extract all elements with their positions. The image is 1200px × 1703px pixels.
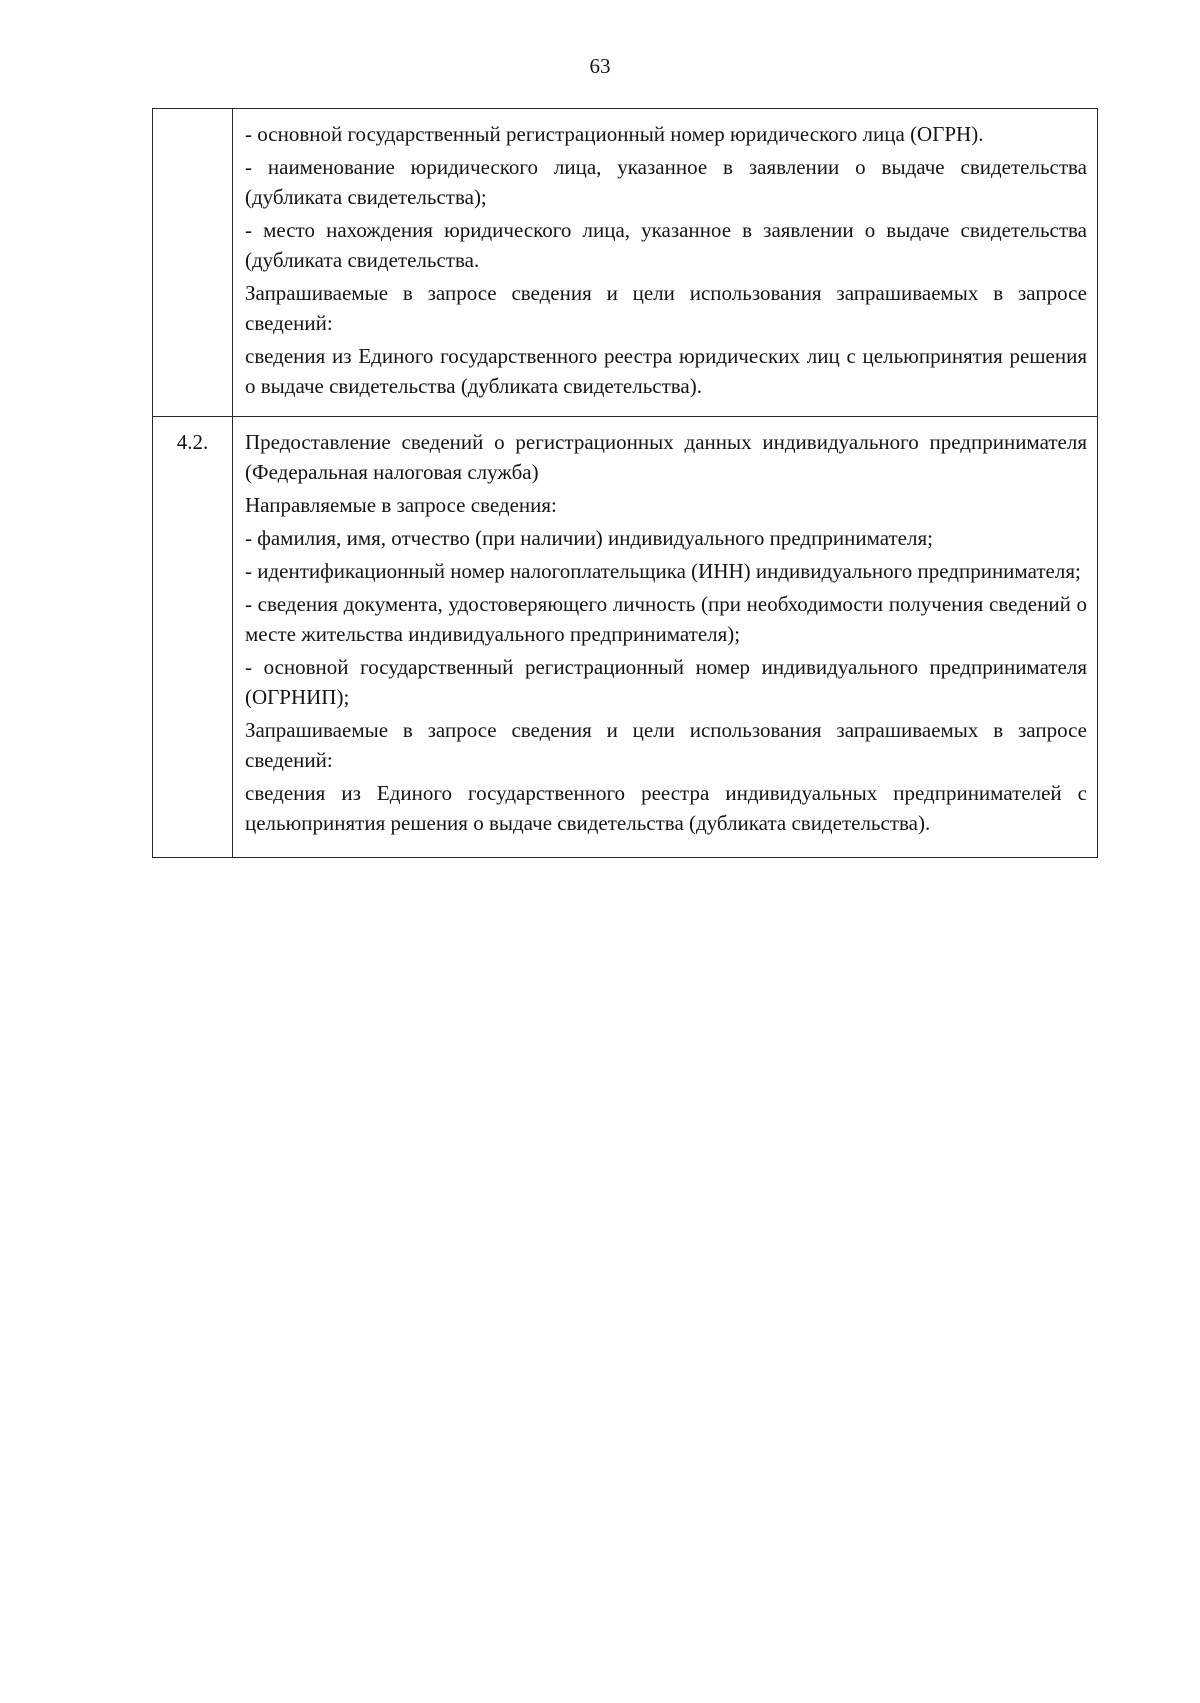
row-content-cell	[233, 417, 1098, 858]
row-number-cell: 4.2.	[153, 417, 233, 858]
paragraph-ogrn: - основной государственный регистрационный номер юридического лица (ОГРН).	[245, 122, 984, 146]
paragraph-requested-info-heading: Запрашиваемые в запросе сведения и цели использования запрашиваемых в запросе сведений:	[245, 718, 1087, 772]
row-content-cell	[233, 109, 1098, 417]
page-number: 63	[589, 54, 611, 78]
paragraph-sent-info-heading: Направляемые в запросе сведения:	[245, 493, 557, 517]
row-number-cell	[153, 109, 233, 417]
table-row	[153, 109, 1098, 417]
paragraph-requested-info-heading: Запрашиваемые в запросе сведения и цели использования запрашиваемых в запросе сведений:	[245, 281, 1087, 335]
paragraph-legal-name: - наименование юридического лица, указанное в заявлении о выдаче свидетельства (дубликата свидетельства);	[245, 155, 1087, 209]
paragraph-requested-info: сведения из Единого государственного реестра юридических лиц с цельюпринятия решения о выдаче свидетельства (дубликата свидетельства).	[245, 344, 1087, 398]
requirements-table	[152, 108, 1098, 858]
paragraph-inn: - идентификационный номер налогоплательщика (ИНН) индивидуального предпринимателя;	[245, 559, 1081, 583]
paragraph-ogrnip: - основной государственный регистрационный номер индивидуального предпринимателя (ОГРНИП);	[245, 655, 1087, 709]
paragraph-service-title: Предоставление сведений о регистрационных данных индивидуального предпринимателя (Федеральная налоговая служба)	[245, 430, 1087, 484]
table-row	[153, 417, 1098, 858]
paragraph-legal-address: - место нахождения юридического лица, указанное в заявлении о выдаче свидетельства (дубликата свидетельства.	[245, 218, 1087, 272]
paragraph-requested-info: сведения из Единого государственного реестра индивидуальных предпринимателей с цельюпринятия решения о выдаче свидетельства (дубликата свидетельства).	[245, 781, 1087, 835]
paragraph-full-name: - фамилия, имя, отчество (при наличии) индивидуального предпринимателя;	[245, 526, 933, 550]
paragraph-identity-document: - сведения документа, удостоверяющего личность (при необходимости получения сведений о месте жительства индивидуального предпринимателя);	[245, 592, 1087, 646]
